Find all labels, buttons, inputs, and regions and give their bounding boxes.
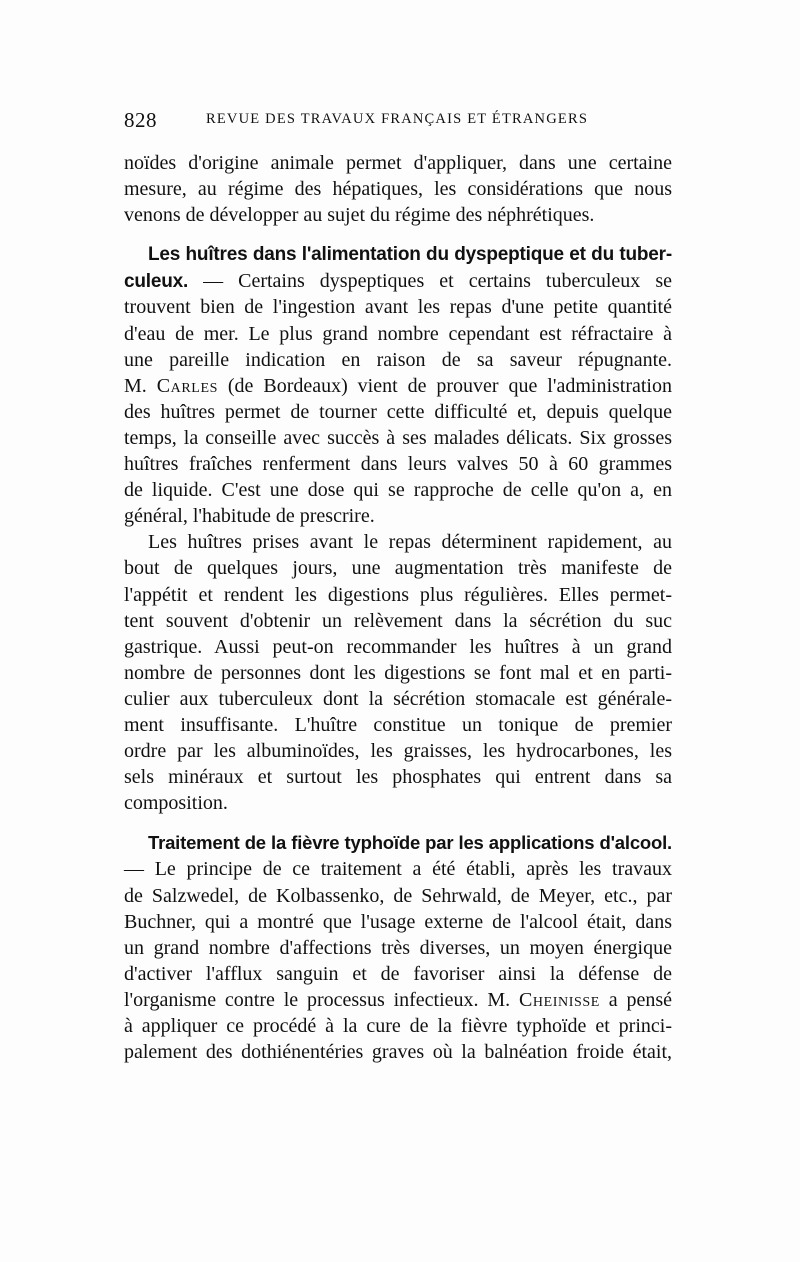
text-fragment: l'organisme contre le processus infectieux. M. — [124, 988, 519, 1011]
text-line: venons de développer au sujet du régime des néphrétiques. — [124, 204, 595, 227]
section-title: Les huîtres dans l'alimentation du dyspeptique et du tuber- — [148, 244, 672, 266]
text-line: culier aux tuberculeux dont la sécrétion stomacale est générale- — [124, 687, 672, 710]
text-fragment: — Certains dyspeptiques et certains tuberculeux se — [188, 270, 672, 293]
text-line: des huîtres permet de tourner cette difficulté et, depuis quelque — [124, 400, 672, 423]
text-line: trouvent bien de l'ingestion avant les repas d'une petite quantité — [124, 296, 672, 319]
text-line: huîtres fraîches renferment dans leurs valves 50 à 60 grammes — [124, 453, 672, 476]
section-title: Traitement de la fièvre typhoïde par les applications d'alcool. — [148, 832, 672, 854]
text-line: mesure, au régime des hépatiques, les considérations que nous — [124, 178, 672, 201]
page-header — [124, 108, 672, 138]
text-line: d'eau de mer. Le plus grand nombre cependant est réfractaire à — [124, 322, 672, 345]
text-line: l'appétit et rendent les digestions plus régulières. Elles permet- — [124, 583, 672, 606]
text-line: sels minéraux et surtout les phosphates qui entrent dans sa — [124, 766, 672, 789]
author-name: Cheinisse — [518, 988, 600, 1011]
text-line: nombre de personnes dont les digestions se font mal et en parti- — [124, 661, 672, 684]
text-line — [124, 268, 672, 294]
text-line: une pareille indication en raison de sa saveur répugnante. — [124, 348, 672, 371]
text-line: à appliquer ce procédé à la cure de la fièvre typhoïde et princi- — [124, 1015, 672, 1037]
text-line: palement des dothiénentéries graves où la balnéation froide était, — [124, 1041, 672, 1064]
text-line: temps, la conseille avec succès à ses malades délicats. Six grosses — [124, 426, 672, 449]
text-line: — Le principe de ce traitement a été établi, après les travaux — [124, 858, 672, 881]
author-name: Carles — [156, 374, 218, 397]
text-line: noïdes d'origine animale permet d'appliquer, dans une certaine — [124, 152, 672, 174]
text-line: ment insuffisante. L'huître constitue un tonique de premier — [124, 713, 672, 736]
page-number: 828 — [124, 108, 157, 132]
text-line: bout de quelques jours, une augmentation très manifeste de — [124, 557, 672, 580]
text-line — [124, 987, 672, 1013]
body-text — [124, 150, 672, 1065]
text-fragment: a pensé — [599, 988, 672, 1011]
text-line: Les huîtres prises avant le repas déterminent rapidement, au — [148, 531, 672, 554]
text-line: de Salzwedel, de Kolbassenko, de Sehrwald, de Meyer, etc., par — [124, 884, 672, 907]
text-line: ordre par les albuminoïdes, les graisses, les hydrocarbones, les — [124, 740, 672, 763]
section-title-continued: culeux. — [124, 271, 189, 293]
text-line: gastrique. Aussi peut-on recommander les huîtres à un grand — [124, 635, 672, 658]
text-line: un grand nombre d'affections très diverses, un moyen énergique — [124, 936, 672, 959]
text-line — [124, 373, 672, 399]
text-line: Buchner, qui a montré que l'usage externe de l'alcool était, dans — [124, 910, 672, 933]
text-line: de liquide. C'est une dose qui se rapproche de celle qu'on a, en — [124, 479, 672, 502]
text-line: général, l'habitude de prescrire. — [124, 505, 375, 528]
text-line: composition. — [124, 792, 228, 815]
text-line: d'activer l'afflux sanguin et de favoriser ainsi la défense de — [124, 962, 672, 985]
text-line: tent souvent d'obtenir un relèvement dans la sécrétion du suc — [124, 609, 672, 632]
running-head: REVUE DES TRAVAUX FRANÇAIS ET ÉTRANGERS — [206, 111, 589, 127]
text-fragment: M. — [124, 374, 157, 397]
text-fragment: (de Bordeaux) vient de prouver que l'administration — [217, 374, 672, 397]
